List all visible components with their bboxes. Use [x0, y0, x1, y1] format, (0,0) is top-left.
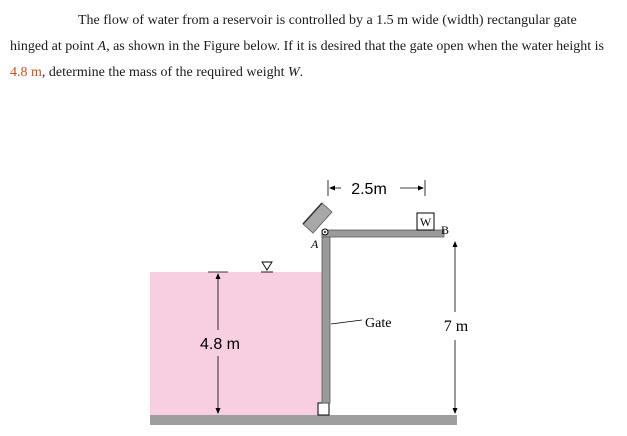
- water-height-label: 4.8 m: [199, 336, 241, 353]
- gate-arm: [322, 230, 444, 237]
- gate-plate: [322, 236, 330, 403]
- point-a-variable: A: [97, 39, 107, 54]
- water-surface-marker-icon: [261, 262, 273, 272]
- problem-text-3: , determine the mass of the required weight: [41, 65, 288, 80]
- water-height-value: 4.8 m: [10, 65, 42, 80]
- gate-leader-line: [331, 320, 362, 324]
- gate-height-label: 7 m: [443, 318, 469, 335]
- problem-text-1: The flow of water from a reservoir is controlled by a 1.5 m wide (width) rectangular gate hinged at point: [10, 13, 577, 54]
- hinge-pin-center-icon: [324, 231, 326, 233]
- arrow-down-icon: [453, 408, 458, 414]
- point-a-label: A: [311, 237, 319, 251]
- gate-label: Gate: [365, 316, 392, 331]
- problem-text-2: , as shown in the Figure below. If it is desired that the gate open when the water height is: [106, 39, 604, 54]
- point-b-label: B: [441, 223, 450, 237]
- problem-text-4: .: [299, 65, 304, 80]
- arrow-left-icon: [329, 186, 335, 191]
- hinge-support: [303, 203, 332, 233]
- weight-label: W: [419, 215, 432, 229]
- gate-base-block: [318, 403, 329, 415]
- arrow-up-icon: [453, 241, 458, 247]
- weight-variable: W: [287, 65, 300, 80]
- ground-floor: [150, 415, 457, 425]
- dimension-2-5m-label: 2.5m: [351, 181, 387, 198]
- arrow-right-icon: [418, 186, 424, 191]
